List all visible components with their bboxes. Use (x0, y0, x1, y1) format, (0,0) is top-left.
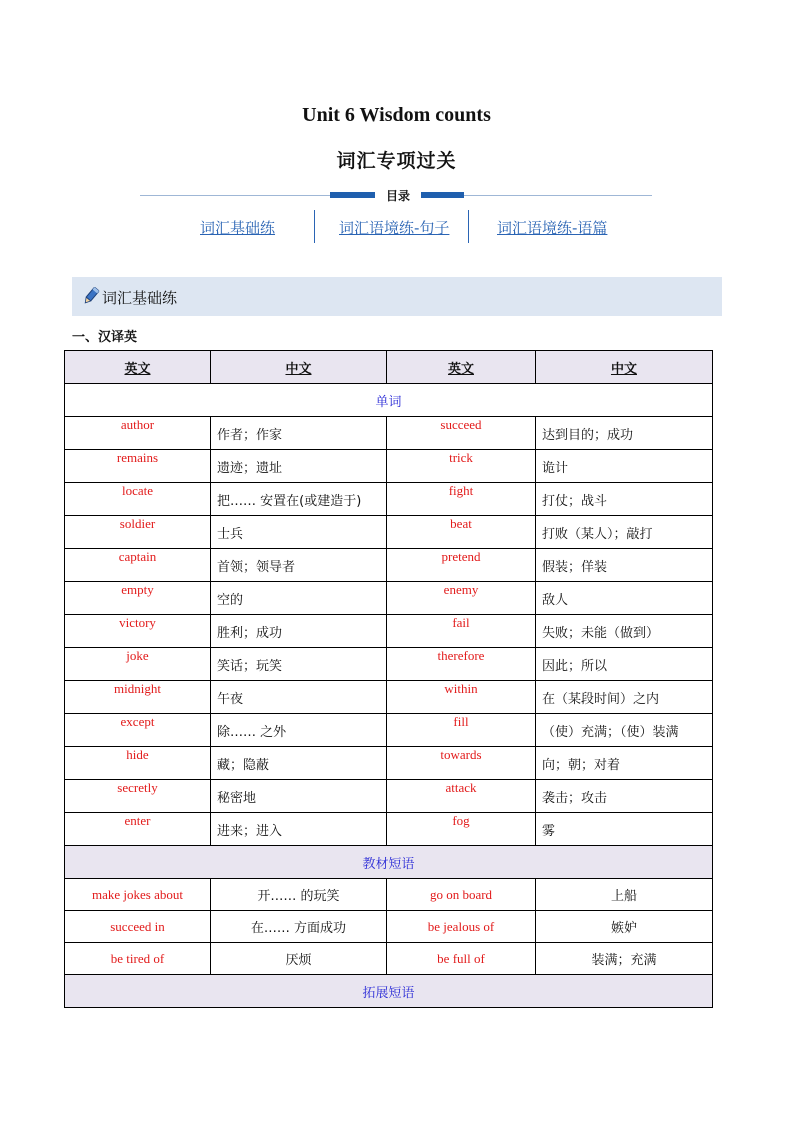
vocab-table (64, 350, 713, 1008)
table-row (65, 648, 713, 681)
table-row (65, 615, 713, 648)
toc-link-basic[interactable]: 词汇基础练 (200, 219, 276, 237)
phrase-english: be full of (387, 943, 536, 975)
section-header (72, 277, 722, 316)
word-english: except (65, 714, 211, 747)
table-row (65, 911, 713, 943)
table-row (65, 582, 713, 615)
word-chinese: 打仗；战斗 (536, 483, 713, 516)
pencil-icon (82, 286, 100, 310)
word-english: trick (387, 450, 536, 483)
word-chinese: 遗迹；遗址 (211, 450, 387, 483)
table-row (65, 747, 713, 780)
word-chinese: 午夜 (211, 681, 387, 714)
phrase-english: go on board (387, 879, 536, 911)
word-english: captain (65, 549, 211, 582)
phrase-chinese: 嫉妒 (536, 911, 713, 943)
word-english: enemy (387, 582, 536, 615)
word-chinese: 打败（某人）；敲打 (536, 516, 713, 549)
word-english: victory (65, 615, 211, 648)
word-chinese: 士兵 (211, 516, 387, 549)
word-chinese: 在（某段时间）之内 (536, 681, 713, 714)
word-chinese: 秘密地 (211, 780, 387, 813)
phrase-chinese: 装满；充满 (536, 943, 713, 975)
word-english: empty (65, 582, 211, 615)
group-extended-phrases: 拓展短语 (65, 975, 713, 1008)
word-chinese: （使）充满；（使）装满 (536, 714, 713, 747)
word-english: therefore (387, 648, 536, 681)
word-english: midnight (65, 681, 211, 714)
word-english: fill (387, 714, 536, 747)
word-english: enter (65, 813, 211, 846)
page-subtitle: 词汇专项过关 (336, 150, 457, 172)
word-english: soldier (65, 516, 211, 549)
section-title: 词汇基础练 (102, 289, 178, 307)
page-title: Unit 6 Wisdom counts (302, 104, 491, 126)
word-chinese: 空的 (211, 582, 387, 615)
toc-link-sentence[interactable]: 词汇语境练-句子 (339, 219, 450, 237)
word-chinese: 首领；领导者 (211, 549, 387, 582)
phrase-english: make jokes about (65, 879, 211, 911)
phrase-english: succeed in (65, 911, 211, 943)
table-row (65, 714, 713, 747)
word-chinese: 作者；作家 (211, 417, 387, 450)
word-chinese: 达到目的；成功 (536, 417, 713, 450)
word-chinese: 胜利；成功 (211, 615, 387, 648)
table-row (65, 450, 713, 483)
header-chinese: 中文 (536, 351, 713, 384)
word-chinese: 敌人 (536, 582, 713, 615)
phrase-english: be jealous of (387, 911, 536, 943)
phrase-chinese: 上船 (536, 879, 713, 911)
exercise-title: 一、汉译英 (72, 330, 138, 345)
table-row (65, 879, 713, 911)
word-english: towards (387, 747, 536, 780)
word-english: attack (387, 780, 536, 813)
table-row (65, 417, 713, 450)
table-row (65, 681, 713, 714)
table-row (65, 483, 713, 516)
word-chinese: 笑话；玩笑 (211, 648, 387, 681)
word-chinese: 向；朝；对着 (536, 747, 713, 780)
toc-link-passage[interactable]: 词汇语境练-语篇 (497, 219, 608, 237)
phrase-chinese: 在…… 方面成功 (211, 911, 387, 943)
word-chinese: 诡计 (536, 450, 713, 483)
header-chinese: 中文 (211, 351, 387, 384)
word-english: beat (387, 516, 536, 549)
word-english: remains (65, 450, 211, 483)
header-english: 英文 (387, 351, 536, 384)
word-english: fight (387, 483, 536, 516)
word-chinese: 把…… 安置在(或建造于) (211, 483, 387, 516)
word-chinese: 因此；所以 (536, 648, 713, 681)
word-english: secretly (65, 780, 211, 813)
phrase-chinese: 厌烦 (211, 943, 387, 975)
word-english: fog (387, 813, 536, 846)
word-english: joke (65, 648, 211, 681)
word-english: author (65, 417, 211, 450)
word-chinese: 袭击；攻击 (536, 780, 713, 813)
word-english: succeed (387, 417, 536, 450)
table-row (65, 516, 713, 549)
toc-label: 目录 (375, 187, 421, 204)
word-chinese: 假装；佯装 (536, 549, 713, 582)
phrase-english: be tired of (65, 943, 211, 975)
group-words: 单词 (65, 384, 713, 417)
toc-separator (468, 210, 469, 243)
word-chinese: 雾 (536, 813, 713, 846)
word-english: locate (65, 483, 211, 516)
phrase-chinese: 开…… 的玩笑 (211, 879, 387, 911)
header-english: 英文 (65, 351, 211, 384)
word-chinese: 藏；隐蔽 (211, 747, 387, 780)
group-textbook-phrases: 教材短语 (65, 846, 713, 879)
table-row (65, 943, 713, 975)
table-row (65, 549, 713, 582)
toc-separator (314, 210, 315, 243)
word-english: hide (65, 747, 211, 780)
word-english: within (387, 681, 536, 714)
word-english: pretend (387, 549, 536, 582)
table-row (65, 813, 713, 846)
word-english: fail (387, 615, 536, 648)
table-row (65, 780, 713, 813)
word-chinese: 失败；未能（做到） (536, 615, 713, 648)
table-header-row (65, 351, 713, 384)
word-chinese: 除…… 之外 (211, 714, 387, 747)
word-chinese: 进来；进入 (211, 813, 387, 846)
